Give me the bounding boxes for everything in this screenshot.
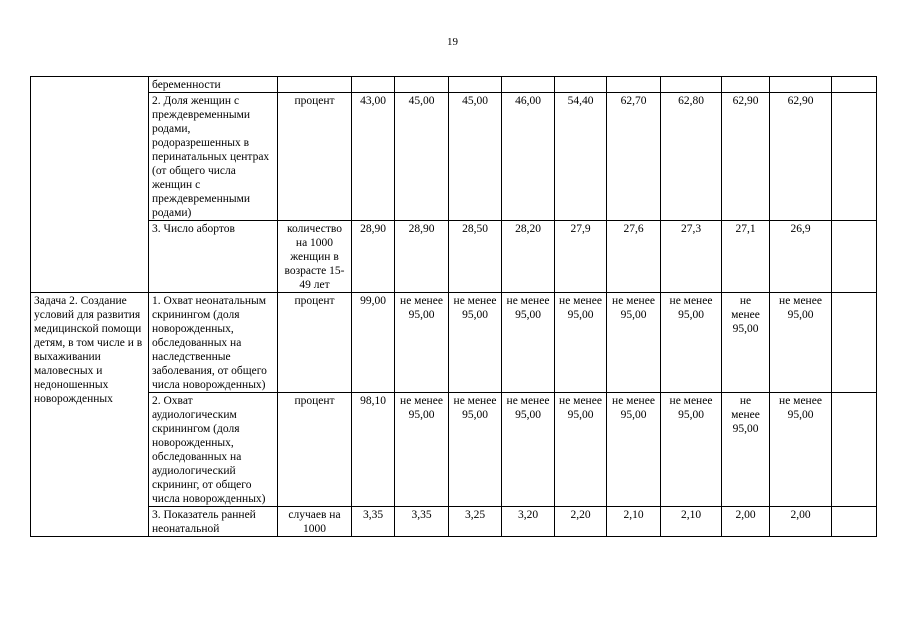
indicator-cell: 1. Охват неонатальным скринингом (доля новорожденных, обследованных на наследственные заболевания, от общего числа новорожденных) [149, 293, 278, 393]
value-cell: не менее 95,00 [395, 293, 449, 393]
value-cell: 62,80 [661, 93, 722, 221]
value-cell: 2,10 [607, 507, 661, 537]
value-cell: 98,10 [352, 393, 395, 507]
value-cell: 2,20 [555, 507, 607, 537]
value-cell: 62,90 [770, 93, 832, 221]
value-cell: 28,90 [352, 221, 395, 293]
indicator-cell: 3. Число абортов [149, 221, 278, 293]
page-number: 19 [447, 36, 458, 48]
value-cell: 46,00 [502, 93, 555, 221]
value-cell [502, 77, 555, 93]
value-cell [832, 77, 877, 93]
value-cell: не менее 95,00 [555, 293, 607, 393]
value-cell: 45,00 [395, 93, 449, 221]
value-cell: не менее 95,00 [449, 393, 502, 507]
value-cell [395, 77, 449, 93]
table-row [31, 293, 877, 393]
value-cell: 3,25 [449, 507, 502, 537]
table-row [31, 393, 877, 507]
value-cell: 2,00 [722, 507, 770, 537]
unit-cell [278, 77, 352, 93]
value-cell: 62,90 [722, 93, 770, 221]
indicator-cell: беременности [149, 77, 278, 93]
indicators-table [30, 76, 877, 537]
indicator-cell: 2. Охват аудиологическим скринингом (доля новорожденных, обследованных на аудиологический скрининг, от общего числа новорожденных) [149, 393, 278, 507]
value-cell: 54,40 [555, 93, 607, 221]
unit-cell: процент [278, 93, 352, 221]
unit-cell: процент [278, 393, 352, 507]
value-cell: не менее 95,00 [395, 393, 449, 507]
value-cell [661, 77, 722, 93]
value-cell: не менее 95,00 [722, 293, 770, 393]
value-cell: не менее 95,00 [607, 293, 661, 393]
value-cell: не менее 95,00 [449, 293, 502, 393]
value-cell: не менее 95,00 [770, 293, 832, 393]
indicator-cell: 2. Доля женщин с преждевременными родами, родоразрешенных в перинатальных центрах (от общего числа женщин с преждевременными родами) [149, 93, 278, 221]
task-cell: Задача 2. Создание условий для развития медицинской помощи детям, в том числе и в выхаживании маловесных и недоношенных новорожденных [31, 293, 149, 537]
value-cell: 26,9 [770, 221, 832, 293]
value-cell: 3,35 [352, 507, 395, 537]
value-cell: 27,1 [722, 221, 770, 293]
table-row [31, 93, 877, 221]
value-cell [449, 77, 502, 93]
value-cell: 28,20 [502, 221, 555, 293]
unit-cell: количество на 1000 женщин в возрасте 15-49 лет [278, 221, 352, 293]
value-cell: не менее 95,00 [555, 393, 607, 507]
value-cell [607, 77, 661, 93]
value-cell: не менее 95,00 [770, 393, 832, 507]
value-cell: не менее 95,00 [722, 393, 770, 507]
value-cell: 43,00 [352, 93, 395, 221]
value-cell [832, 507, 877, 537]
value-cell: 28,90 [395, 221, 449, 293]
value-cell: 3,20 [502, 507, 555, 537]
value-cell [352, 77, 395, 93]
value-cell: 62,70 [607, 93, 661, 221]
value-cell: 28,50 [449, 221, 502, 293]
value-cell [832, 293, 877, 393]
value-cell: не менее 95,00 [502, 293, 555, 393]
indicator-cell: 3. Показатель ранней неонатальной [149, 507, 278, 537]
unit-cell: случаев на 1000 [278, 507, 352, 537]
value-cell: не менее 95,00 [661, 293, 722, 393]
task-cell [31, 77, 149, 293]
table-row [31, 221, 877, 293]
value-cell: не менее 95,00 [502, 393, 555, 507]
value-cell: 2,10 [661, 507, 722, 537]
value-cell [832, 221, 877, 293]
table-row [31, 77, 877, 93]
value-cell [770, 77, 832, 93]
value-cell [722, 77, 770, 93]
unit-cell: процент [278, 293, 352, 393]
value-cell: 27,6 [607, 221, 661, 293]
table-row [31, 507, 877, 537]
value-cell: 45,00 [449, 93, 502, 221]
value-cell: 3,35 [395, 507, 449, 537]
value-cell: 27,3 [661, 221, 722, 293]
value-cell: не менее 95,00 [607, 393, 661, 507]
value-cell: 27,9 [555, 221, 607, 293]
value-cell: 99,00 [352, 293, 395, 393]
value-cell: не менее 95,00 [661, 393, 722, 507]
value-cell [832, 93, 877, 221]
value-cell [832, 393, 877, 507]
value-cell [555, 77, 607, 93]
value-cell: 2,00 [770, 507, 832, 537]
